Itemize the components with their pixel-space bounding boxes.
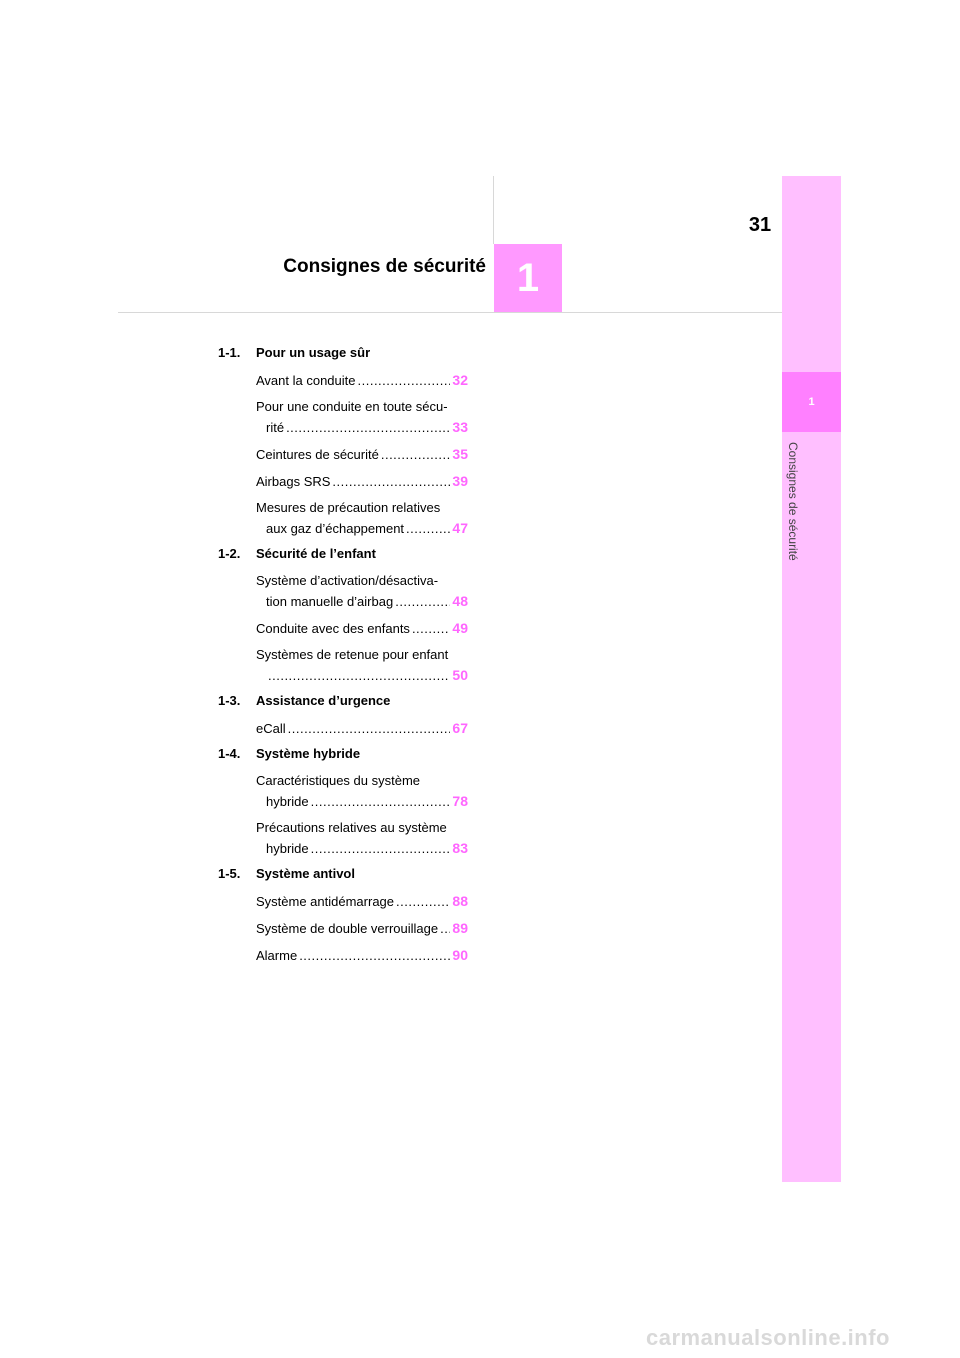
toc-entry-text: Avant la conduite	[256, 373, 356, 388]
toc-entry[interactable]	[218, 571, 468, 612]
dot-leader	[358, 371, 451, 391]
chapter-number-box	[494, 244, 562, 312]
toc-section-title: Assistance d’urgence	[256, 693, 391, 708]
toc-entry-line	[256, 571, 468, 591]
dot-leader	[406, 519, 450, 539]
dot-leader	[412, 619, 450, 639]
side-tab-label: Consignes de sécurité	[786, 442, 800, 561]
toc-page-link[interactable]: 35	[452, 446, 468, 462]
toc-section-number: 1-3.	[218, 693, 241, 708]
toc-entry-line	[256, 498, 468, 518]
toc-entry-text: Système antidémarrage	[256, 894, 395, 909]
toc-section	[218, 746, 468, 859]
dot-leader	[311, 792, 450, 812]
toc-entry-line	[256, 397, 468, 417]
chapter-title: Consignes de sécurité	[283, 256, 486, 277]
toc-entry-line	[256, 370, 468, 391]
dot-leader	[311, 839, 450, 859]
toc-section-heading	[218, 546, 468, 565]
toc-section-heading	[218, 345, 468, 364]
toc-section-number: 1-4.	[218, 746, 241, 761]
toc-entry-text: rité	[266, 420, 285, 435]
dot-leader	[440, 919, 450, 939]
toc-entry[interactable]	[218, 771, 468, 812]
toc-page-link[interactable]: 32	[452, 372, 468, 388]
toc-entry-line	[256, 518, 468, 539]
toc-entry-text: Mesures de précaution relatives	[256, 500, 441, 515]
toc-page-link[interactable]: 33	[452, 419, 468, 435]
dot-leader	[396, 892, 450, 912]
toc-entry-line	[256, 591, 468, 612]
toc-page-link[interactable]: 88	[452, 893, 468, 909]
toc-page-link[interactable]: 78	[452, 793, 468, 809]
toc-entry[interactable]	[218, 444, 468, 465]
toc-entry-text: Ceintures de sécurité	[256, 447, 379, 462]
toc-entry-text: Alarme	[256, 948, 298, 963]
toc-page-link[interactable]: 89	[452, 920, 468, 936]
toc-entry-text: Conduite avec des enfants	[256, 621, 410, 636]
side-tab-number: 1	[808, 396, 815, 408]
toc-entry-text: hybride	[266, 794, 309, 809]
toc-entry-line	[256, 665, 468, 686]
toc-section	[218, 866, 468, 966]
toc-entry-text: Système d’activation/désactiva-	[256, 573, 439, 588]
toc-entry[interactable]	[218, 818, 468, 859]
toc-entry-text: tion manuelle d’airbag	[266, 594, 394, 609]
toc-entry[interactable]	[218, 891, 468, 912]
toc-entry[interactable]	[218, 618, 468, 639]
chapter-side-strip	[782, 176, 841, 1182]
watermark: carmanualsonline.info	[646, 1325, 890, 1350]
toc-entry[interactable]	[218, 945, 468, 966]
toc-section	[218, 345, 468, 539]
toc-section-number: 1-2.	[218, 546, 241, 561]
toc-entry-text: Système de double verrouillage	[256, 921, 439, 936]
toc-entry-line	[256, 945, 468, 966]
toc-entry[interactable]	[218, 645, 468, 686]
toc-section-heading	[218, 693, 468, 712]
dot-leader	[268, 666, 450, 686]
toc-section-heading	[218, 746, 468, 765]
toc-section-title: Système hybride	[256, 746, 361, 761]
toc-entry-text: eCall	[256, 721, 286, 736]
toc-entry-text: Pour une conduite en toute sécu-	[256, 399, 448, 414]
dot-leader	[288, 719, 450, 739]
toc-page-link[interactable]: 47	[452, 520, 468, 536]
toc-entry-line	[256, 791, 468, 812]
toc-page-link[interactable]: 90	[452, 947, 468, 963]
toc-page-link[interactable]: 48	[452, 593, 468, 609]
toc-section-title: Système antivol	[256, 866, 355, 881]
toc-entry[interactable]	[218, 498, 468, 539]
toc-section-title: Sécurité de l’enfant	[256, 546, 376, 561]
toc-entry[interactable]	[218, 397, 468, 438]
toc-entry-line	[256, 417, 468, 438]
toc-entry-line	[256, 444, 468, 465]
toc-entry-text: Systèmes de retenue pour enfant	[256, 647, 449, 662]
toc-entry-line	[256, 838, 468, 859]
toc-entry[interactable]	[218, 471, 468, 492]
toc-section	[218, 693, 468, 739]
toc-section	[218, 546, 468, 686]
toc-entry-line	[256, 891, 468, 912]
toc-entry-line	[256, 618, 468, 639]
toc-entry-text: Caractéristiques du système	[256, 773, 421, 788]
toc-section-number: 1-5.	[218, 866, 241, 881]
toc-section-title: Pour un usage sûr	[256, 345, 371, 360]
dot-leader	[332, 472, 450, 492]
toc-page-link[interactable]: 39	[452, 473, 468, 489]
toc-entry-text: Précautions relatives au système	[256, 820, 447, 835]
toc-entry-line	[256, 471, 468, 492]
dot-leader	[286, 418, 450, 438]
toc-entry-text: aux gaz d’échappement	[266, 521, 405, 536]
toc-entry-line	[256, 918, 468, 939]
toc-page-link[interactable]: 67	[452, 720, 468, 736]
toc-entry[interactable]	[218, 370, 468, 391]
toc-entry-text: Airbags SRS	[256, 474, 331, 489]
toc-section-heading	[218, 866, 468, 885]
toc-page-link[interactable]: 83	[452, 840, 468, 856]
header-divider-horizontal	[118, 312, 782, 313]
toc-entry-line	[256, 645, 468, 665]
toc-entry-line	[256, 818, 468, 838]
chapter-number: 1	[516, 255, 540, 300]
dot-leader	[381, 445, 450, 465]
header-divider-vertical	[493, 176, 494, 244]
toc-entry[interactable]	[218, 718, 468, 739]
toc-page-link[interactable]: 49	[452, 620, 468, 636]
dot-leader	[299, 946, 450, 966]
toc-entry-line	[256, 771, 468, 791]
chapter-side-tab[interactable]	[782, 372, 841, 432]
toc-entry-line	[256, 718, 468, 739]
table-of-contents	[218, 345, 468, 973]
toc-entry[interactable]	[218, 918, 468, 939]
dot-leader	[395, 592, 450, 612]
page-number: 31	[748, 214, 772, 236]
toc-entry-text: hybride	[266, 841, 309, 856]
toc-page-link[interactable]: 50	[452, 667, 468, 683]
toc-section-number: 1-1.	[218, 345, 241, 360]
